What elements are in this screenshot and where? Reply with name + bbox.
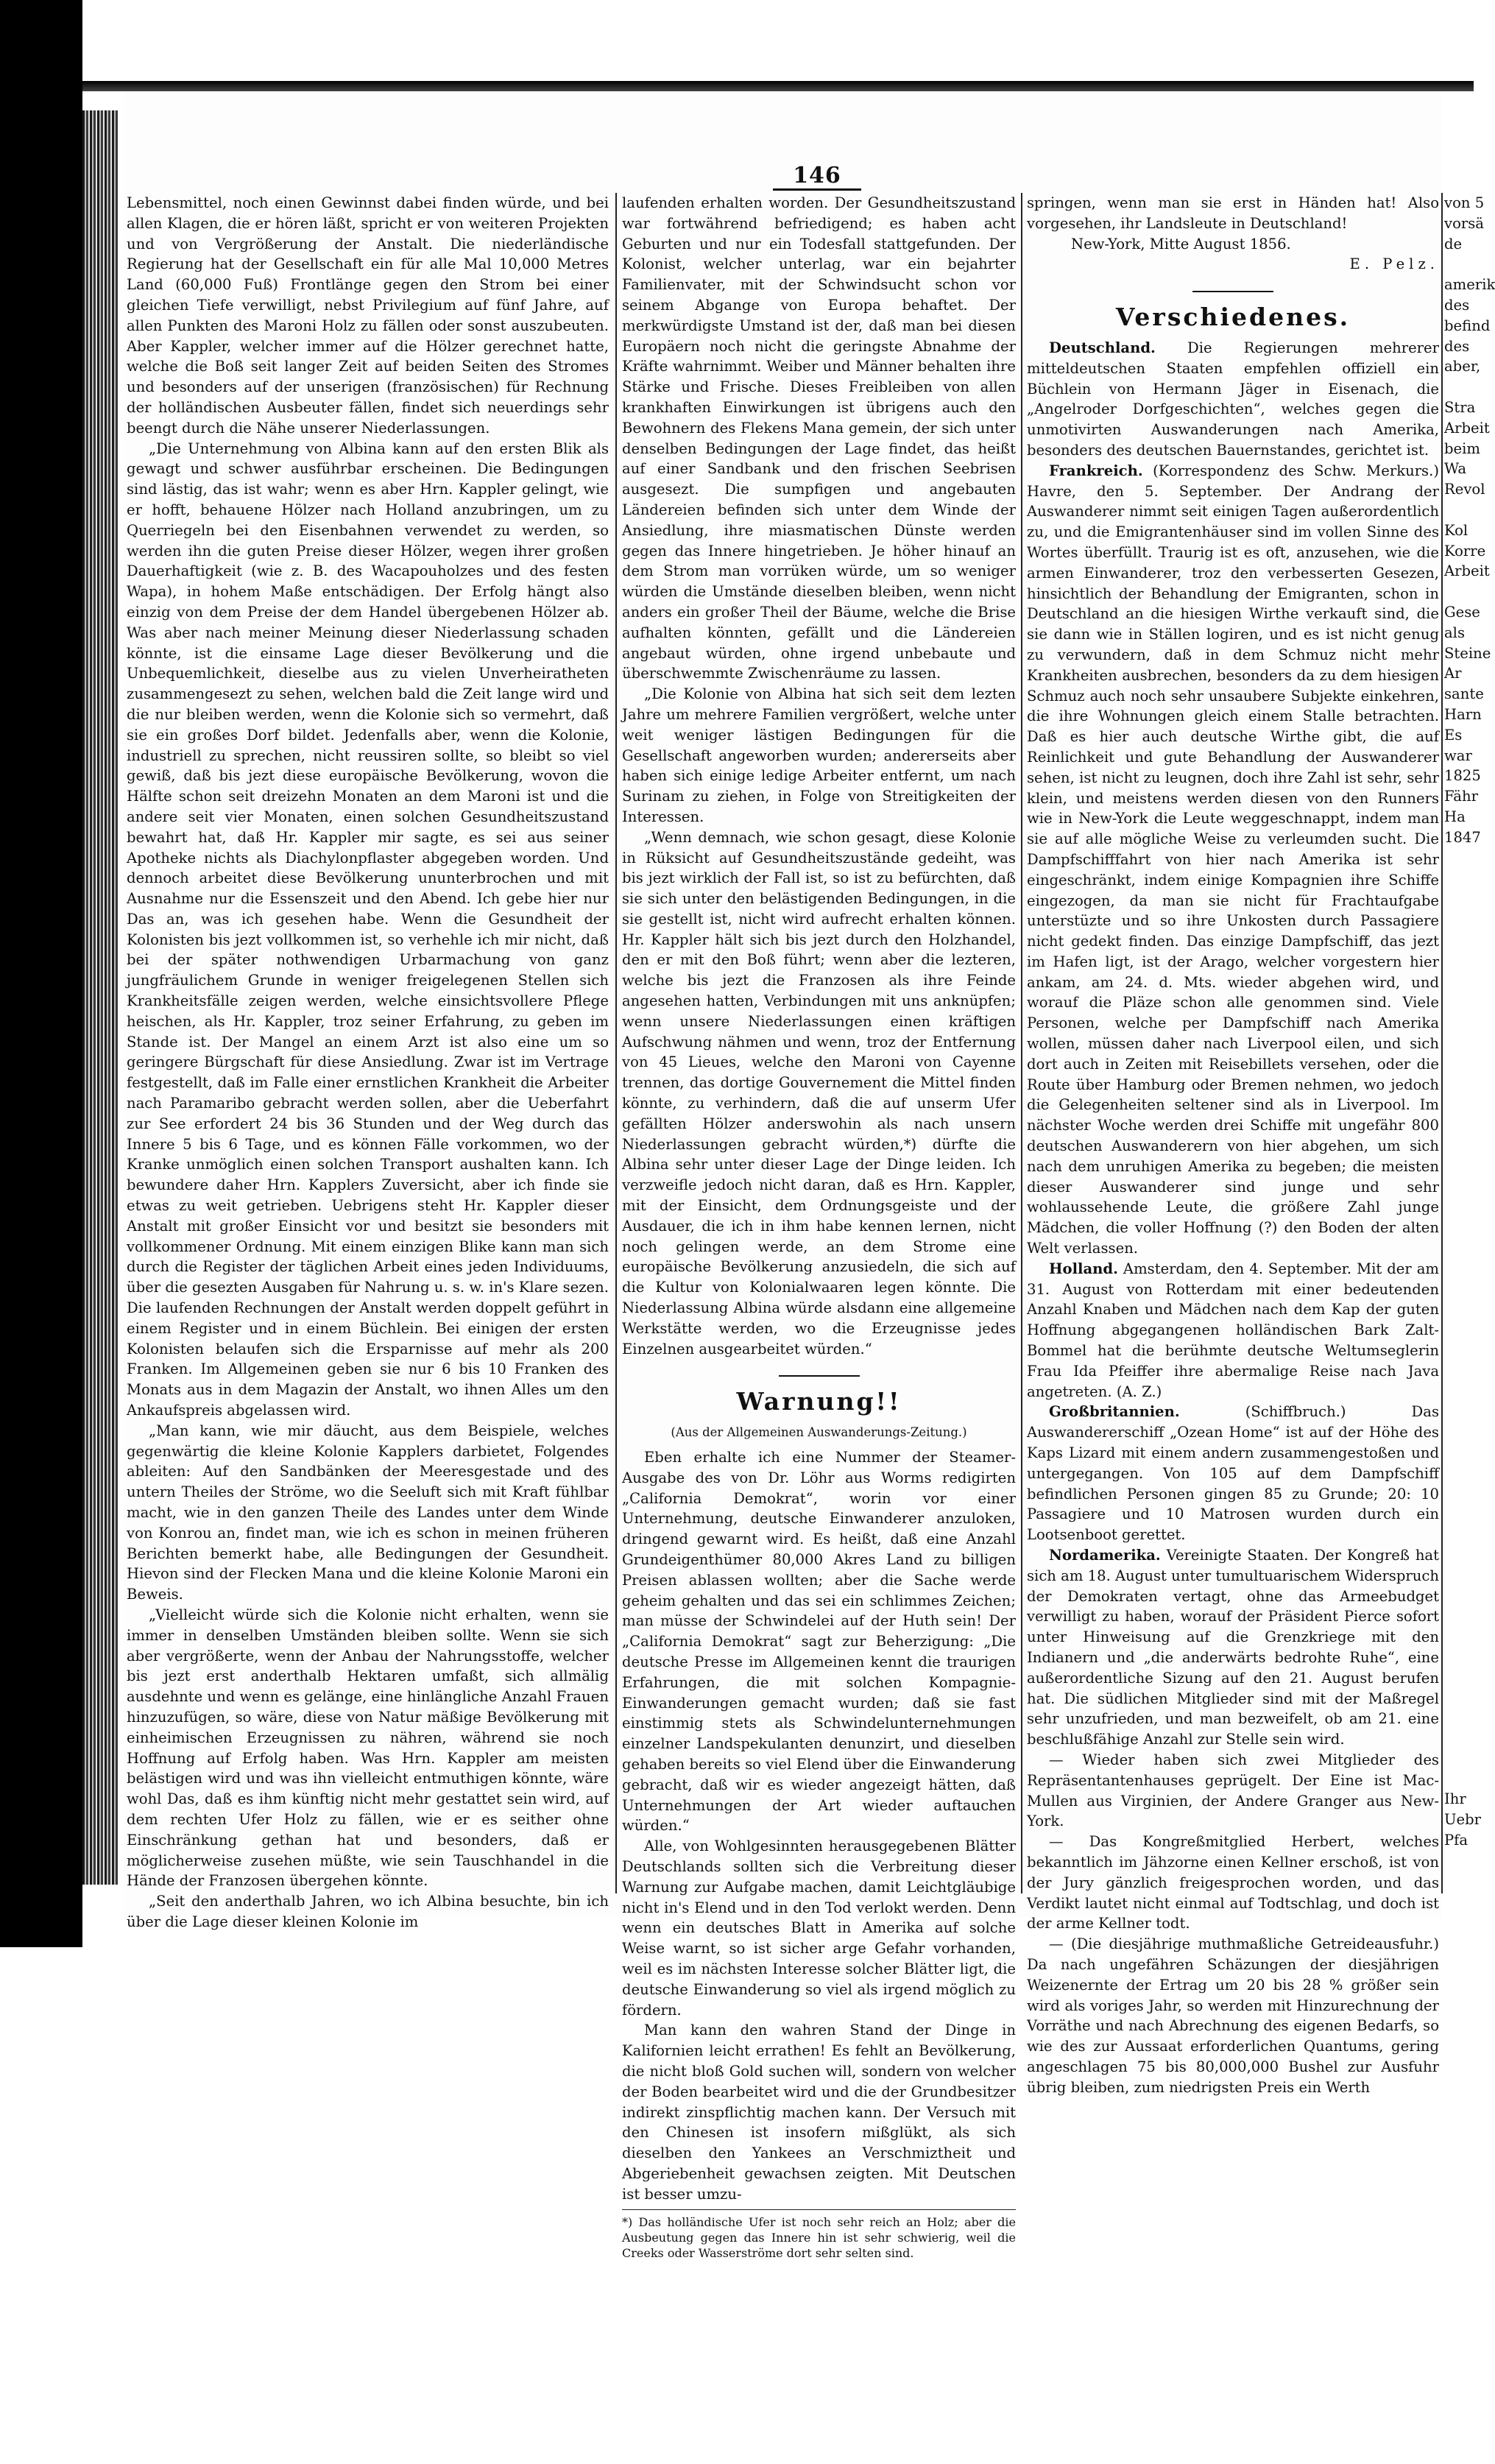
cutoff-line: Harn [1444,705,1482,723]
cutoff-line [1444,1032,1472,1053]
paragraph: laufenden erhalten worden. Der Gesundheitszustand war fortwährend befriedigend; es haben acht Geburten und nur ein Todesfall stattgefunden. Der Kolonist, welcher unterlag, war ein bejahrter Familienvater, mit der Schwindsucht schon vor seinem Abgange von Europa behaftet. Der merkwürdigste Umstand ist der, daß man bei diesen Europäern noch nicht die geringste Abnahme der Kräfte wahrnimmt. Weiber und Männer behalten ihre Stärke und Frische. Dieses Freibleiben von allen krankhaften Einwirkungen ist übrigens auch den Bewohnern des Flekens Mana gemein, der sich unter denselben Bedingungen der Lage findet, das heißt auf einer Sandbank und den frischen Seebrisen ausgesezt. Die sumpfigen und angebauten Ländereien befinden sich unter dem Winde der Ansiedlung, ihre miasmatischen Dünste werden gegen das Innere hingetrieben. Je höher hinauf an dem Strom man vorrüken würde, um so weniger würden die Umstände dieselben bleiben, wenn nicht anders ein großer Theil der Bäume, welche die Brise aufhalten könnten, gefällt und die Ländereien angebaut würden, ohne irgend unbebaute und überschwemmte Zwischenräume zu lassen. [622,194,1016,682]
cutoff-line [1444,377,1472,398]
cutoff-line [1444,1932,1472,1953]
cutoff-line [1444,1646,1472,1667]
cutoff-line [1444,1768,1472,1789]
cutoff-line: als [1444,624,1466,641]
cutoff-line: sante [1444,685,1484,703]
section-divider [779,1375,860,1377]
footnote: *) Das holländische Ufer ist noch sehr reich an Holz; aber die Ausbeutung gegen das Innere hin ist sehr schwierig, weil die Creeks oder Wasserströme dort sehr selten sind. [622,2209,1016,2261]
cutoff-line [1444,2444,1472,2464]
cutoff-line [1444,991,1472,1012]
cutoff-line [1444,2362,1472,2382]
paragraph: „Man kann, wie mir däucht, aus dem Beispiele, welches gegenwärtig die kleine Kolonie Kapplers darbietet, Folgendes ableiten: Auf den Sandbänken der Meeresgestade und des untern Theiles der Ströme, wo die Seeluft sich mit Kraft fühlbar macht, wie in den ganzen Theile des Landes unter dem Winde von Konrou an, findet man, wie ich es schon in meinen früheren Berichten bemerkt habe, alle Bedingungen der Gesundheit. Hievon sind der Flecken Mana und die kleine Kolonie Maroni ein Beweis. [127,1422,609,1603]
cutoff-line: des [1444,296,1470,314]
page-edges [82,110,118,1885]
column-2 [622,193,1016,2261]
cutoff-line [1444,2178,1472,2198]
cutoff-line [1444,1441,1472,1462]
cutoff-line: vorsä [1444,214,1484,232]
cutoff-line [1444,930,1472,950]
news-item [1027,1402,1439,1545]
cutoff-line: Revol [1444,481,1485,498]
news-text: Amsterdam, den 4. September. Mit der am 31. August von Rotterdam mit einer bedeutenden Anzahl Knaben und Mädchen nach dem Kap der guten Hoffnung abgegangenen holländischen Bark Zalt-Bommel hat die berühmte deutsche Weltumseglerin Frau Ida Pfeiffer ihre abermalige Reise nach Java angetreten. (A. Z.) [1027,1260,1440,1400]
cutoff-line: des [1444,337,1470,355]
cutoff-line: Es [1444,726,1463,744]
cutoff-line [1444,582,1472,602]
paragraph: „Die Kolonie von Albina hat sich seit dem lezten Jahre um mehrere Familien vergrößert, welche unter weit weniger lästigen Bedingungen für die Gesellschaft angeworben wurden; andererseits aber haben sich einige ledige Arbeiter entfernt, um nach Surinam zu ziehen, in Folge von Streitigkeiten der Interessen. [622,685,1016,825]
cutoff-line: war [1444,746,1472,764]
news-item [1027,461,1439,1259]
cutoff-line [1444,1052,1472,1073]
cutoff-line [1444,2403,1472,2424]
cutoff-line: Korre [1444,542,1486,559]
cutoff-line: de [1444,235,1463,253]
cutoff-line: Pfa [1444,1831,1469,1849]
column-rule-1 [615,193,617,1893]
news-text: (Korrespondenz des Schw. Merkurs.) Havre, den 5. September. Der Andrang der Auswanderer nimmt seit einigen Tagen außerordentlich zu, und die Emigrantenhäuser sind im vollen Sinne des Wortes überfüllt. Traurig ist es oft, anzusehen, wie die armen Einwanderer, troz den verbesserten Gesezen, hinsichtlich der Behandlung der Emigranten, schon in Deutschland an die hiesigen Wirthe verkauft sind, die sie dann wie in Ställen logiren, und es ist nicht genug zu verwundern, daß in dem Schmuz nicht mehr Krankheiten ausbrechen, besonders da zu dem hiesigen Schmuz auch noch sehr unsaubere Subjekte einkehren, die ihre Wohnungen gleich einem Stalle betrachten. Daß es hier auch deutsche Wirthe gibt, die auf Reinlichkeit und gute Behandlung der Auswanderer sehen, ist nicht zu leugnen, doch ihre Zahl ist sehr, sehr klein, und meistens werden diesen von den Runners wie in New-York die Leute weggeschnappt, indem man sie auf alle mögliche Weise zu verleumden sucht. Die Dampfschifffahrt von hier nach Amerika ist sehr eingeschränkt, indem einige Kompagnien ihre Schiffe eingezogen, da man sie nicht für Frachtaufgabe unterstüzte und so ihre Unkosten durch Passagiere nicht gedekt finden. Das einzige Dampfschiff, das jezt im Hafen ligt, ist der Arago, welcher vorgestern hier ankam, am 24. d. Mts. wieder abgehen wird, und worauf die Pläze schon alle genommen sind. Viele Personen, welche per Dampfschiff nach Amerika wollen, müssen daher nach Liverpool eilen, und sich dort auch in Zeiten mit Reisebillets versehen, oder die Route über Hamburg oder Bremen nehmen, wo jedoch die Gelegenheiten seltener sind als in Liverpool. Im nächster Woche werden drei Schiffe mit ungefähr 800 deutschen Auswanderern von hier abgehen, um sich nach dem unruhigen Amerika zu begeben; die meisten dieser Auswanderer sind junge und sehr wohlaussehende Leute, die größere Zahl junge Mädchen, die voller Hoffnung (?) den Boden der alten Welt verlassen. [1027,462,1439,1257]
cutoff-line [1444,1421,1472,1441]
news-item: — (Die diesjährige muthmaßliche Getreideausfuhr.) Da nach ungefähren Schäzungen der diesjährigen Weizenernte der Ertrag um 20 bis 28 % größer sein wird als voriges Jahr, so werden mit Hinzurechnung der Vorräthe und nach Abrechnung des eigenen Bedarfs, so wie des zur Aussaat erforderlichen Quantums, gering angeschlagen 75 bis 80,000,000 Bushel zur Ausfuhr übrig bleiben, zum niedrigsten Preis ein Werth [1027,1935,1439,2096]
cutoff-line [1444,1073,1472,1093]
cutoff-column [1444,193,1495,1893]
cutoff-line [1444,1707,1472,1728]
cutoff-line: Uebr [1444,1810,1482,1828]
column-rule-2 [1021,193,1022,1893]
news-text: (Schiffbruch.) Das Auswandererschiff „Ozean Home“ ist auf der Höhe des Kaps Lizard mit einem andern zusammengestoßen und untergegangen. Von 105 auf dem Dampfschiff befindlichen Personen gingen 85 zu Grunde; 20: 10 Passagiere und 10 Matrosen wurden durch ein Lootsenboot gerettet. [1027,1403,1440,1544]
warning-source: (Aus der Allgemeinen Auswanderungs-Zeitung.) [671,1425,967,1440]
cutoff-line [1444,1359,1472,1380]
cutoff-line [1444,1912,1472,1932]
cutoff-line [1444,1012,1472,1032]
cutoff-line [1444,1953,1472,1974]
paragraph: „Die Unternehmung von Albina kann auf den ersten Blik als gewagt und schwer ausführbar erscheinen. Die Bedingungen sind lästig, das ist wahr; wenn es aber Hrn. Kappler gelingt, wie er hofft, behauene Hölzer nach Holland anzubringen, um zu Querriegeln bei den Eisenbahnen verwendet zu werden, so werden ihn die guten Preise dieser Hölzer, wegen ihrer großen Dauerhaftigkeit (wie z. B. des Wacapouholzes und des festen Wapa), in hohem Maße entschädigen. Der Erfolg hängt also einzig von dem Preise der dem Handel übergebenen Hölzer ab. Was aber nach meiner Meinung dieser Niederlassung schaden könnte, ist die einsame Lage dieser Bevölkerung und die Unbequemlichkeit, dieselbe aus zu vielen Unverheiratheten zusammengesezt zu sehen, welchen bald die Zeit lange wird und die nur bleiben werden, wenn die Kolonie sich so vermehrt, daß sie ein großes Dorf bildet. Jedenfalls aber, wenn die Kolonie, industriell zu sprechen, nicht reussiren sollte, so bleibt so viel gewiß, daß bis jezt diese europäische Bevölkerung, wovon die Hälfte schon seit dreizehn Monaten an dem Maroni ist und die andere seit vier Monaten, einen solchen Gesundheitszustand bewahrt hat, daß Hr. Kappler mir sagte, es sei aus seiner Apotheke nichts als Diachylonpflaster abgegeben worden. Und dennoch arbeitet diese Bevölkerung ununterbrochen und mit Ausnahme nur die Essenszeit und den Abend. Ich gebe hier nur Das an, was ich gesehen habe. Wenn die Gesundheit der Kolonisten bis jezt vollkommen ist, so verhehle ich mir nicht, daß bei der später nothwendigen Urbarmachung von ganz jungfräulichem Grunde in weniger freigelegenen Stellen sich Krankheitsfälle zeigen werden, welche einsichtsvollere Pflege heischen, als Hr. Kappler, troz seiner Erfahrung, zu geben im Stande ist. Der Mangel an einem Arzt ist also eine um so geringere Bürgschaft für diese Ansiedlung. Zwar ist im Vertrage festgestellt, daß im Falle einer ernstlichen Krankheit die Arbeiter nach Paramaribo gebracht werden sollen, aber die Ueberfahrt zur See erfordert 24 bis 36 Stunden und der Weg durch das Innere 5 bis 6 Tage, und es können Fälle vorkommen, wo der Kranke unmöglich einen solchen Transport aushalten kann. Ich bewundere daher Hrn. Kapplers Zuversicht, aber ich finde sie etwas zu weit getrieben. Uebrigens steht Hr. Kappler dieser Anstalt mit großer Einsicht vor und besitzt sie besonders mit vollkommener Ordnung. Mit einem einzigen Blike kann man sich durch die Register der täglichen Arbeit eines jeden Individuums, über die gesezten Ausgaben für Nahrung u. s. w. in's Klare sezen. Die laufenden Rechnungen der Anstalt werden doppelt geführt in einem Register und in einem Büchlein. Bei einigen der ersten Kolonisten belaufen sich die Ersparnisse auf mehr als 200 Franken. Im Allgemeinen geben sie nur 6 bis 10 Franken des Monats aus in dem Magazin der Anstalt, wo ihnen Alles um den Ankaufspreis abgelassen wird. [127,440,609,1419]
cutoff-line [1444,2055,1472,2076]
cutoff-line: Ar [1444,665,1462,682]
paragraph: Eben erhalte ich eine Nummer der Steamer-Ausgabe des von Dr. Löhr aus Worms redigirten „California Demokrat“, worin vor einer Unternehmung, deutsche Einwanderer anzuloken, dringend gewarnt wird. Es heißt, daß eine Anzahl Grundeigenthümer 80,000 Akres Land zu billigen Preisen ablassen wollten; aber die Sache werde geheim gehalten und das sei ein schlimmes Zeichen; man müsse der Schwindelei auf der Huth sein! Der „California Demokrat“ sagt zur Beherzigung: „Die deutsche Presse im Allgemeinen kennt die traurigen Erfahrungen, die mit solchen Kompagnie-Einwanderungen gemacht wurden; daß sie fast einstimmig stets als Schwindelunternehmungen einzelner Landspekulanten denunzirt, und dieselben gehaben bereits so viel Elend über die Einwanderung gebracht, daß wir es wieder angezeigt hätten, daß Unternehmungen der Art wieder auftauchen würden.“ [622,1449,1016,1835]
cutoff-line [1444,1851,1472,1871]
section-divider [1192,291,1273,292]
cutoff-line [1444,2280,1472,2301]
miscellaneous-heading: Verschiedenes. [1115,303,1351,332]
cutoff-line [1444,1319,1472,1339]
news-place: Frankreich. [1049,462,1143,479]
cutoff-line [1444,1257,1472,1277]
cutoff-line: Fähr [1444,788,1478,805]
cutoff-line [1444,950,1472,970]
cutoff-line [1444,2198,1472,2219]
cutoff-line [1444,1625,1472,1646]
cutoff-line [1444,2096,1472,2117]
cutoff-line [1444,1523,1472,1544]
cutoff-line: Arbeit [1444,419,1490,437]
cutoff-line [1444,500,1472,520]
cutoff-line [1444,1891,1472,1912]
cutoff-line [1444,2158,1472,2178]
author-signature: E. Pelz. [1349,255,1439,273]
column-1 [127,193,609,1932]
news-item: — Das Kongreßmitglied Herbert, welches bekanntlich im Jähzorne einen Kellner erschoß, ist von der Jury gänzlich freigesprochen worden, und das Verdikt lautet nicht einmal auf Todtschlag, und doch ist der arme Kellner todt. [1027,1833,1439,1932]
cutoff-line [1444,1277,1472,1298]
cutoff-line [1444,1093,1472,1114]
cutoff-line: amerik [1444,276,1495,294]
cutoff-line [1444,848,1472,869]
cutoff-line [1444,1482,1472,1503]
cutoff-line: Steine [1444,644,1491,662]
cutoff-line: beim [1444,440,1480,457]
cutoff-line [1444,1196,1472,1216]
news-place: Großbritannien. [1049,1403,1180,1421]
cutoff-line [1444,2014,1472,2035]
cutoff-line: Ha [1444,808,1466,825]
paragraph: „Wenn demnach, wie schon gesagt, diese Kolonie in Rüksicht auf Gesundheitszustände gedeiht, was bis jezt wirklich der Fall ist, so ist zu befürchten, daß sie sich unter den belästigenden Bedingungen, in die sie gestellt ist, nicht wird aufrecht erhalten können. Hr. Kappler hält sich bis jezt durch den Holzhandel, den er mit den Boß führt; wenn aber die lezteren, welche bis jezt die Franzosen als ihre Feinde angesehen hatten, Verbindungen mit uns anknüpfen; wenn unsere Niederlassungen einen kräftigen Aufschwung nähmen und wenn, troz der Entfernung von 45 Lieues, welche den Maroni von Cayenne trennen, das dortige Gouvernement die Mittel finden könnte, zu verhindern, daß die auf unserm Ufer gefällten Hölzer anderswohin als nach unsern Niederlassungen gebracht würden,*) dürfte die Albina sehr unter dieser Lage der Dinge leiden. Ich verzweifle jedoch nicht daran, daß es Hrn. Kappler, mit der Einsicht, dem Ordnungsgeiste und der Ausdauer, die ich in ihm habe kennen lernen, nicht noch gelingen werde, an dem Strome eine europäische Bevölkerung anzusiedeln, die sich auf die Kultur von Kolonialwaaren legen könnte. Die Niederlassung Albina würde alsdann eine allgemeine Werkstätte werden, wo die Erzeugnisse jedes Einzelnen ausgearbeitet würden.“ [622,828,1016,1358]
paragraph: Lebensmittel, noch einen Gewinnst dabei finden würde, und bei allen Klagen, die er hören läßt, spricht er von weiteren Projekten und von Vergrößerung der Anstalt. Die niederländische Regierung hat der Gesellschaft ein für alle Mal 10,000 Metres Land (60,000 Fuß) Frontlänge gegen den Strom bei einer gleichen Tiefe verwilligt, nebst Privilegium auf fünf Jahre, auf allen Punkten des Maroni Holz zu fällen oder sonst auszubeuten. Aber Kappler, welcher immer auf die Hölzer gerechnet hatte, welche die Boß seit langer Zeit auf beiden Seiten des Stromes und besonders auf der unserigen (französischen) für Rechnung der holländischen Ausbeuter fällen, findet sich neuerdings sehr beengt durch die Nähe unserer Niederlassungen. [127,194,609,437]
column-rule-3 [1441,193,1443,1893]
cutoff-line [1444,2239,1472,2260]
cutoff-line [1444,1605,1472,1625]
news-item [1027,1545,1439,1750]
cutoff-line [1444,2035,1472,2055]
dateline: New-York, Mitte August 1856. [1071,235,1291,253]
cutoff-line: aber, [1444,358,1481,375]
cutoff-line [1444,1134,1472,1155]
cutoff-line [1444,2219,1472,2239]
binding-shadow [82,81,1474,91]
news-item [1027,338,1439,461]
cutoff-line [1444,1994,1472,2014]
news-place: Nordamerika. [1049,1547,1161,1564]
cutoff-line [1444,1503,1472,1523]
cutoff-line [1444,2075,1472,2096]
book-binding [0,0,82,1947]
cutoff-line: Arbeit [1444,562,1490,580]
page-number: 146 [773,163,861,191]
cutoff-line: 1825 [1444,767,1481,785]
cutoff-line [1444,1216,1472,1237]
cutoff-line [1444,909,1472,930]
cutoff-line: Wa [1444,460,1467,478]
cutoff-line [1444,1339,1472,1360]
cutoff-line [1444,1728,1472,1748]
cutoff-line [1444,1584,1472,1605]
cutoff-line [1444,2424,1472,2444]
cutoff-line: Kol [1444,521,1469,539]
cutoff-line [1444,1114,1472,1134]
news-place: Holland. [1049,1260,1118,1277]
paragraph: „Vielleicht würde sich die Kolonie nicht erhalten, wenn sie immer in denselben Umständen bleiben sollte. Wenn sie sich aber vergrößerte, wenn der Anbau der Nahrungsstoffe, welcher bis jezt erst anderthalb Hektaren umfaßt, sich allmälig ausdehnte und wenn es gelänge, eine hinlängliche Anzahl Frauen hinzuzufügen, so wäre, diese von Natur mäßige Bevölkerung mit einheimischen Erzeugnissen zu nähren, während sie noch Hoffnung auf Erfolg haben. Was Hrn. Kappler am meisten belästigen wird und was ihn vielleicht entmuthigen könnte, wäre wohl Das, daß es ihm künftig nicht mehr gestattet sein wird, auf dem rechten Ufer Holz zu fällen, wie er es seither ohne Einschränkung gethan hat und besonders, daß er möglicherweise zusehen müßte, wie sein Tauschhandel in die Hände der Franzosen übergehen könnte. [127,1606,609,1890]
cutoff-line [1444,889,1472,909]
paragraph: Alle, von Wohlgesinnten herausgegebenen Blätter Deutschlands sollten sich die Verbreitung dieser Warnung zur Aufgabe machen, damit Leichtgläubige nicht in's Elend und in den Tod verlokt werden. Denn wenn ein deutsches Blatt in Amerika auf solche Weise warnt, so ist sicher arge Gefahr vorhanden, weil es im nächsten Interesse solcher Blätter ligt, die deutsche Einwanderung so viel als irgend möglich zu fördern. [622,1838,1016,2019]
news-text: Vereinigte Staaten. Der Kongreß hat sich am 18. August unter tumultuarischem Widerspruch der Demokraten vertagt, ohne das Armeebudget verwilligt zu haben, worauf der Präsident Pierce sofort unter Hinweisung auf die Grenzkriege mit den Indianern und „die anderwärts bedrohte Ruhe“, eine außerordentliche Sizung auf den 21. August berufen hat. Die südlichen Mitglieder sind mit der Maßregel sehr unzufrieden, und man bezweifelt, ob am 21. eine beschlußfähige Anzahl zur Stelle sein wird. [1027,1547,1439,1748]
cutoff-line [1444,1154,1472,1175]
cutoff-line [1444,1175,1472,1196]
news-item: — Wieder haben sich zwei Mitglieder des Repräsentantenhauses geprügelt. Der Eine ist Mac-Mullen aus Virginien, der Andere Granger aus New-York. [1027,1751,1439,1830]
cutoff-line [1444,254,1472,275]
cutoff-line [1444,1687,1472,1707]
news-text: Die Regierungen mehrerer mitteldeutschen Staaten empfehlen offiziell ein Büchlein von Hermann Jäger in Eisenach, die „Angelroder Dorfgeschichten“, welches gegen die unmotivirten Auswanderungen nach Amerika, besonders des deutschen Bauernstandes, gerichtet ist. [1027,339,1439,459]
cutoff-line [1444,2137,1472,2158]
cutoff-line [1444,2342,1472,2362]
cutoff-line: Stra [1444,398,1476,416]
cutoff-line [1444,1973,1472,1994]
cutoff-line [1444,1237,1472,1257]
cutoff-line: Gese [1444,603,1480,621]
cutoff-line [1444,868,1472,889]
cutoff-line: Ihr [1444,1790,1466,1808]
cutoff-line [1444,1564,1472,1584]
cutoff-line [1444,1748,1472,1769]
warning-heading: Warnung!! [736,1387,902,1416]
paragraph: Man kann den wahren Stand der Dinge in Kalifornien leicht errathen! Es fehlt an Bevölkerung, die nicht bloß Gold suchen will, sondern von welcher der Boden bearbeitet wird und die der Grundbesitzer indirekt zinspflichtig machen kann. Der Versuch mit den Chinesen ist insofern mißglükt, als sich dieselben den Yankees an Verschmiztheit und Abgeriebenheit gewachsen zeigten. Mit Deutschen ist besser umzu- [622,2022,1016,2203]
cutoff-line [1444,1461,1472,1482]
paragraph: „Seit den anderthalb Jahren, wo ich Albina besuchte, bin ich über die Lage dieser kleinen Kolonie im [127,1893,609,1930]
cutoff-line [1444,970,1472,991]
cutoff-line: von 5 [1444,194,1485,211]
cutoff-line: 1847 [1444,828,1481,846]
cutoff-line [1444,1380,1472,1400]
cutoff-line [1444,2382,1472,2403]
cutoff-line [1444,2301,1472,2321]
column-3 [1027,193,1439,2098]
news-place: Deutschland. [1049,339,1156,356]
cutoff-line: befind [1444,317,1491,334]
cutoff-line [1444,1298,1472,1319]
cutoff-line [1444,1400,1472,1421]
cutoff-line [1444,2117,1472,2137]
news-item [1027,1259,1439,1402]
cutoff-line [1444,1666,1472,1687]
paragraph: springen, wenn man sie erst in Händen hat! Also vorgesehen, ihr Landsleute in Deutschland! [1027,194,1439,232]
cutoff-line [1444,2321,1472,2342]
cutoff-line [1444,2259,1472,2280]
cutoff-line [1444,1871,1472,1891]
cutoff-line [1444,1544,1472,1564]
